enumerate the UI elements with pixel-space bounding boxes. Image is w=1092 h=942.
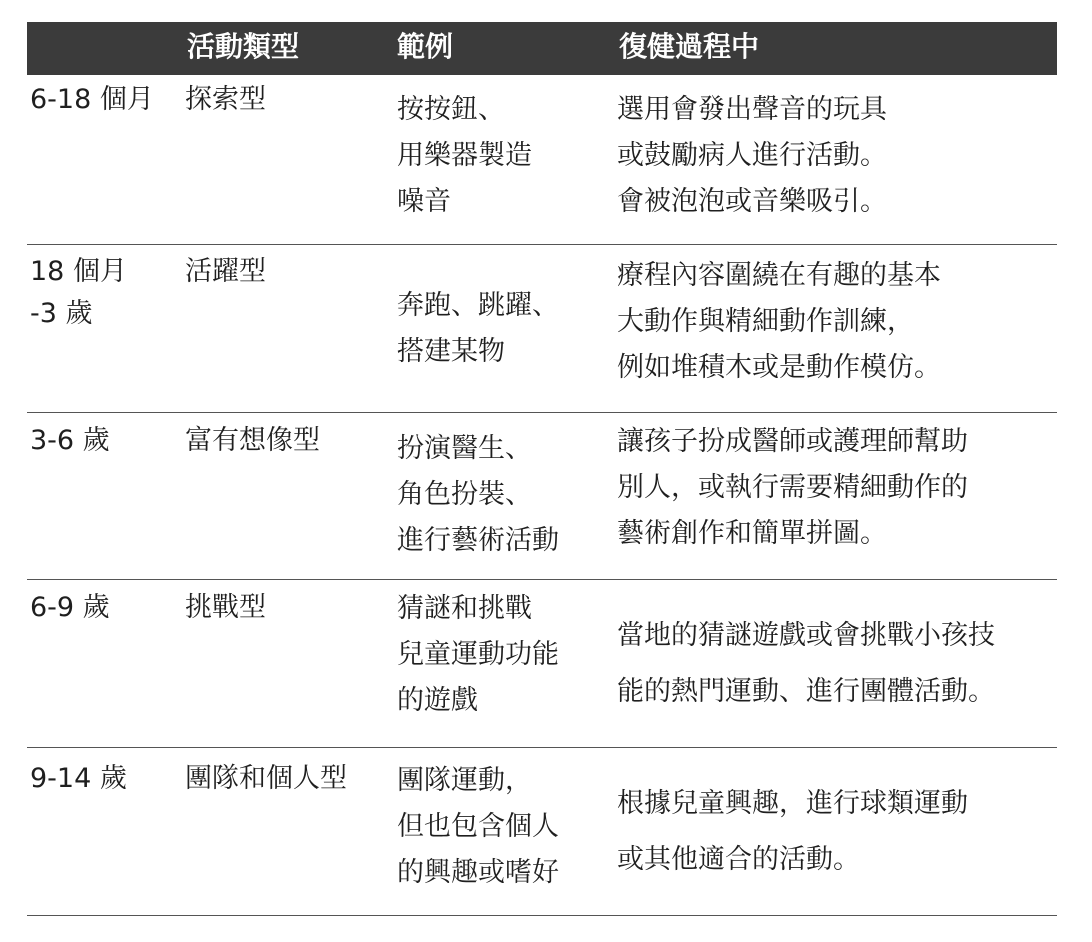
example-line: 的興趣或嗜好	[397, 857, 559, 888]
activity-table	[27, 22, 1057, 916]
age-cell	[30, 748, 182, 915]
type-line: 團隊和個人型	[185, 763, 347, 794]
type-cell	[185, 245, 390, 412]
age-cell	[30, 245, 182, 412]
rehab-line: 別人，或執行需要精細動作的	[617, 472, 968, 503]
rehab-cell	[617, 580, 1057, 747]
example-line: 奔跑、跳躍、	[397, 289, 559, 321]
rehab-line: 會被泡泡或音樂吸引。	[617, 186, 887, 217]
age-cell	[30, 75, 182, 244]
example-line: 但也包含個人	[397, 811, 559, 842]
type-cell	[185, 748, 390, 915]
rehab-line: 大動作與精細動作訓練，	[617, 306, 914, 337]
rehab-line: 根據兒童興趣，進行球類運動	[617, 787, 968, 819]
example-line: 團隊運動，	[397, 765, 532, 796]
rehab-line: 讓孩子扮成醫師或護理師幫助	[617, 426, 968, 457]
example-line: 搭建某物	[397, 335, 505, 367]
age-line: 9-14 歲	[30, 763, 127, 794]
table-row	[27, 75, 1057, 245]
examples-cell	[397, 245, 615, 412]
table-row	[27, 580, 1057, 748]
age-cell	[30, 413, 182, 579]
example-line: 的遊戲	[397, 685, 478, 716]
table-row	[27, 413, 1057, 580]
age-cell	[30, 580, 182, 747]
header-age	[30, 22, 182, 75]
age-line: 6-18 個月	[30, 84, 154, 115]
example-line: 猜謎和挑戰	[397, 593, 532, 624]
age-line: -3 歲	[30, 298, 93, 329]
age-line: 3-6 歲	[30, 425, 110, 456]
example-line: 噪音	[397, 186, 451, 217]
example-line: 扮演醫生、	[397, 433, 532, 464]
example-line: 按按鈕、	[397, 94, 505, 125]
type-cell	[185, 580, 390, 747]
age-line: 6-9 歲	[30, 592, 110, 623]
examples-cell	[397, 75, 615, 244]
rehab-line: 能的熱門運動、進行團體活動。	[617, 675, 995, 707]
example-line: 角色扮裝、	[397, 479, 532, 510]
rehab-cell	[617, 75, 1057, 244]
type-line: 探索型	[185, 84, 266, 115]
type-cell	[185, 413, 390, 579]
examples-cell	[397, 413, 615, 579]
examples-cell	[397, 580, 615, 747]
rehab-cell	[617, 413, 1057, 579]
rehab-line: 例如堆積木或是動作模仿。	[617, 352, 941, 383]
rehab-line: 或鼓勵病人進行活動。	[617, 140, 887, 171]
example-line: 用樂器製造	[397, 140, 532, 171]
rehab-cell	[617, 748, 1057, 915]
header-activity-type: 活動類型	[187, 30, 300, 63]
type-cell	[185, 75, 390, 244]
header-examples: 範例	[397, 30, 454, 63]
age-line: 18 個月	[30, 256, 127, 287]
rehab-line: 選用會發出聲音的玩具	[617, 94, 887, 125]
rehab-line: 或其他適合的活動。	[617, 843, 860, 875]
rehab-cell	[617, 245, 1057, 412]
table-row	[27, 748, 1057, 916]
type-line: 挑戰型	[185, 592, 266, 623]
rehab-line: 藝術創作和簡單拼圖。	[617, 518, 887, 549]
example-line: 進行藝術活動	[397, 525, 559, 556]
type-line: 富有想像型	[185, 425, 320, 456]
table-header	[27, 22, 1057, 75]
type-line: 活躍型	[185, 256, 266, 287]
table-row	[27, 245, 1057, 413]
header-rehab-process: 復健過程中	[619, 30, 760, 63]
example-line: 兒童運動功能	[397, 639, 559, 670]
examples-cell	[397, 748, 615, 915]
rehab-line: 當地的猜謎遊戲或會挑戰小孩技	[617, 619, 995, 651]
rehab-line: 療程內容圍繞在有趣的基本	[617, 260, 941, 291]
